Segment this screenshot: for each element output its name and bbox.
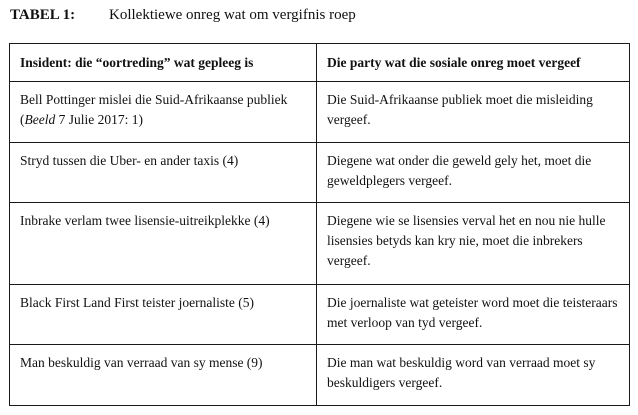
party-cell: Diegene wat onder die geweld gely het, moet die geweldplegers vergeef. <box>317 143 630 203</box>
column-header-party: Die party wat die sosiale onreg moet vergeef <box>317 44 630 82</box>
incident-citation: 7 Julie 2017: 1) <box>55 112 143 127</box>
incident-text: Bell Pottinger mislei die Suid-Afrikaanse publiek ( <box>20 92 288 127</box>
table-header-row <box>10 44 630 82</box>
party-cell: Die Suid-Afrikaanse publiek moet die misleiding vergeef. <box>317 82 630 143</box>
column-header-incident: Insident: die “oortreding” wat gepleeg is <box>10 44 317 82</box>
table-number: TABEL 1: <box>10 7 76 23</box>
table-row <box>10 82 630 143</box>
table-row <box>10 285 630 345</box>
table-row <box>10 345 630 406</box>
table-row <box>10 203 630 285</box>
incident-cell: Black First Land First teister joernaliste (5) <box>10 285 317 345</box>
incident-cell <box>10 82 317 143</box>
table-row <box>10 143 630 203</box>
table-title: Kollektiewe onreg wat om vergifnis roep <box>109 7 356 23</box>
source-name: Beeld <box>24 112 56 127</box>
table-caption <box>10 5 356 25</box>
incident-cell: Stryd tussen die Uber- en ander taxis (4) <box>10 143 317 203</box>
party-cell: Die man wat beskuldig word van verraad moet sy beskuldigers vergeef. <box>317 345 630 406</box>
incident-cell: Man beskuldig van verraad van sy mense (9) <box>10 345 317 406</box>
incident-cell: Inbrake verlam twee lisensie-uitreikplekke (4) <box>10 203 317 285</box>
forgiveness-table <box>9 43 630 406</box>
party-cell: Diegene wie se lisensies verval het en nou nie hulle lisensies betyds kan kry nie, moet die inbrekers vergeef. <box>317 203 630 285</box>
party-cell: Die joernaliste wat geteister word moet die teisteraars met verloop van tyd vergeef. <box>317 285 630 345</box>
